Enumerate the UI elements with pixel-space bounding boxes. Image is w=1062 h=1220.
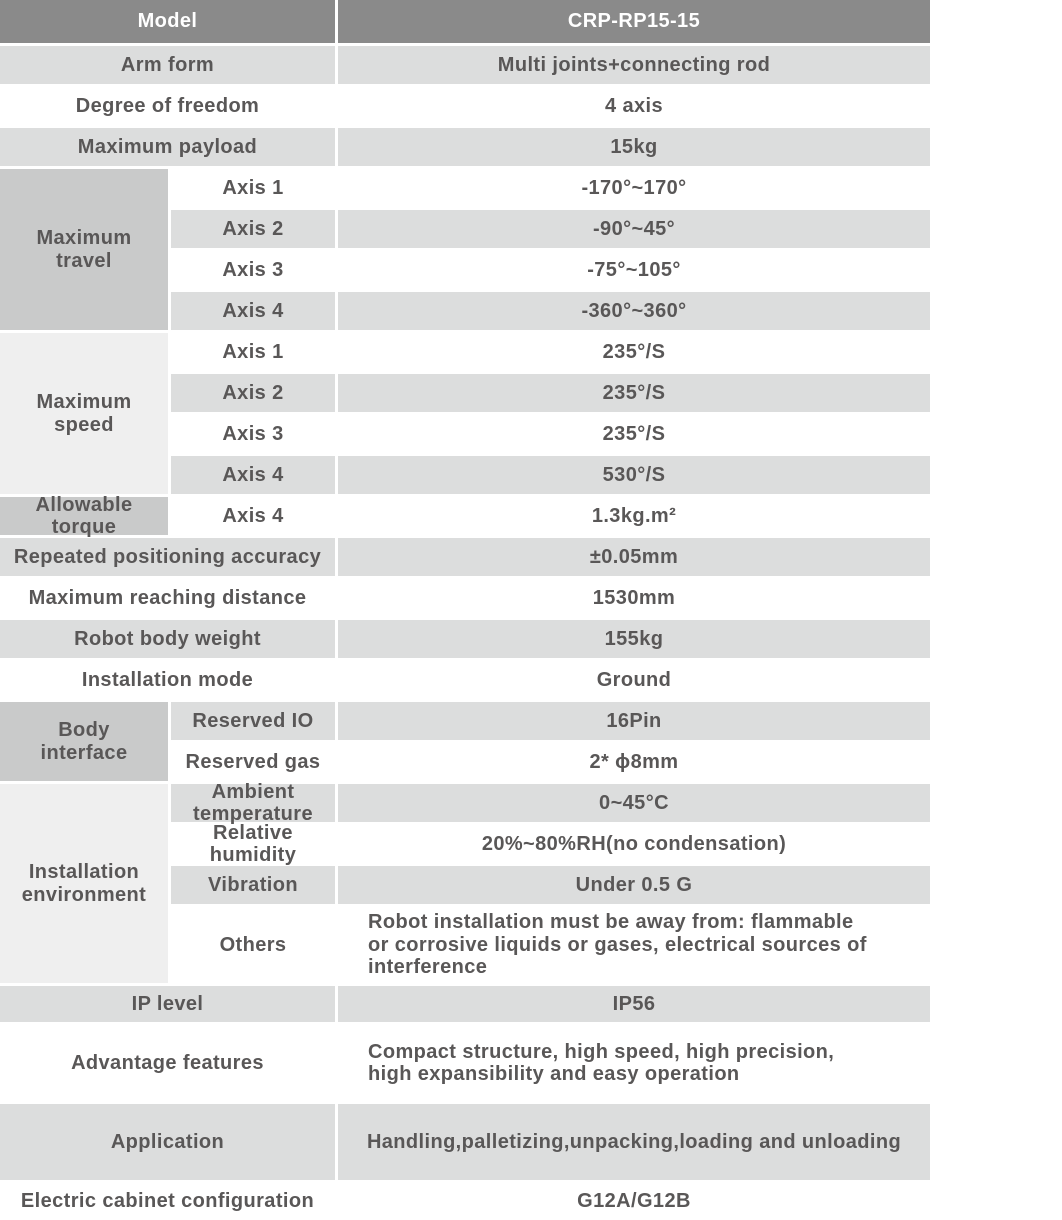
reserved-gas-value: 2* ϕ8mm (338, 743, 930, 781)
others-value (338, 907, 930, 983)
reserved-gas-label: Reserved gas (171, 743, 335, 781)
travel-axis-1-label: Axis 1 (171, 169, 335, 207)
relative-humidity-label: Relative humidity (171, 825, 335, 863)
installation-environment-group-label: Installation environment (0, 784, 168, 983)
torque-axis-4-value: 1.3kg.m² (338, 497, 930, 535)
maximum-payload-value: 15kg (338, 128, 930, 166)
vibration-value: Under 0.5 G (338, 866, 930, 904)
model-header-label: Model (0, 0, 335, 43)
travel-axis-2-label: Axis 2 (171, 210, 335, 248)
electric-cabinet-configuration-value: G12A/G12B (338, 1183, 930, 1219)
arm-form-value: Multi joints+connecting rod (338, 46, 930, 84)
degree-of-freedom-value: 4 axis (338, 87, 930, 125)
travel-axis-3-value: -75°~105° (338, 251, 930, 289)
maximum-payload-label: Maximum payload (0, 128, 335, 166)
torque-axis-4-label: Axis 4 (171, 497, 335, 535)
speed-axis-4-value: 530°/S (338, 456, 930, 494)
speed-axis-3-label: Axis 3 (171, 415, 335, 453)
electric-cabinet-configuration-label: Electric cabinet configuration (0, 1183, 335, 1219)
installation-mode-value: Ground (338, 661, 930, 699)
maximum-speed-group-label: Maximum speed (0, 333, 168, 494)
advantage-features-value-line-1: Compact structure, high speed, high precision, (368, 1040, 835, 1063)
robot-body-weight-label: Robot body weight (0, 620, 335, 658)
others-value-line-1: Robot installation must be away from: flammable (368, 911, 854, 934)
installation-mode-label: Installation mode (0, 661, 335, 699)
maximum-travel-group-label: Maximum travel (0, 169, 168, 330)
repeated-positioning-accuracy-label: Repeated positioning accuracy (0, 538, 335, 576)
travel-axis-4-value: -360°~360° (338, 292, 930, 330)
speed-axis-1-value: 235°/S (338, 333, 930, 371)
relative-humidity-value: 20%~80%RH(no condensation) (338, 825, 930, 863)
maximum-reaching-distance-label: Maximum reaching distance (0, 579, 335, 617)
others-value-line-3: interference (368, 956, 488, 979)
model-header-value: CRP-RP15-15 (338, 0, 930, 43)
reserved-io-value: 16Pin (338, 702, 930, 740)
repeated-positioning-accuracy-value: ±0.05mm (338, 538, 930, 576)
speed-axis-3-value: 235°/S (338, 415, 930, 453)
others-value-line-2: or corrosive liquids or gases, electrical sources of (368, 933, 867, 956)
travel-axis-4-label: Axis 4 (171, 292, 335, 330)
travel-axis-3-label: Axis 3 (171, 251, 335, 289)
speed-axis-2-value: 235°/S (338, 374, 930, 412)
maximum-reaching-distance-value: 1530mm (338, 579, 930, 617)
allowable-torque-group-label: Allowable torque (0, 497, 168, 535)
degree-of-freedom-label: Degree of freedom (0, 87, 335, 125)
ip-level-label: IP level (0, 986, 335, 1022)
ip-level-value: IP56 (338, 986, 930, 1022)
robot-body-weight-value: 155kg (338, 620, 930, 658)
travel-axis-1-value: -170°~170° (338, 169, 930, 207)
reserved-io-label: Reserved IO (171, 702, 335, 740)
ambient-temperature-label: Ambient temperature (171, 784, 335, 822)
advantage-features-label: Advantage features (0, 1025, 335, 1101)
speed-axis-2-label: Axis 2 (171, 374, 335, 412)
speed-axis-4-label: Axis 4 (171, 456, 335, 494)
application-label: Application (0, 1104, 335, 1180)
advantage-features-value (338, 1025, 930, 1101)
arm-form-label: Arm form (0, 46, 335, 84)
application-value: Handling,palletizing,unpacking,loading and unloading (338, 1104, 930, 1180)
body-interface-group-label: Body interface (0, 702, 168, 781)
others-label: Others (171, 907, 335, 983)
travel-axis-2-value: -90°~45° (338, 210, 930, 248)
speed-axis-1-label: Axis 1 (171, 333, 335, 371)
advantage-features-value-line-2: high expansibility and easy operation (368, 1063, 740, 1085)
vibration-label: Vibration (171, 866, 335, 904)
ambient-temperature-value: 0~45°C (338, 784, 930, 822)
